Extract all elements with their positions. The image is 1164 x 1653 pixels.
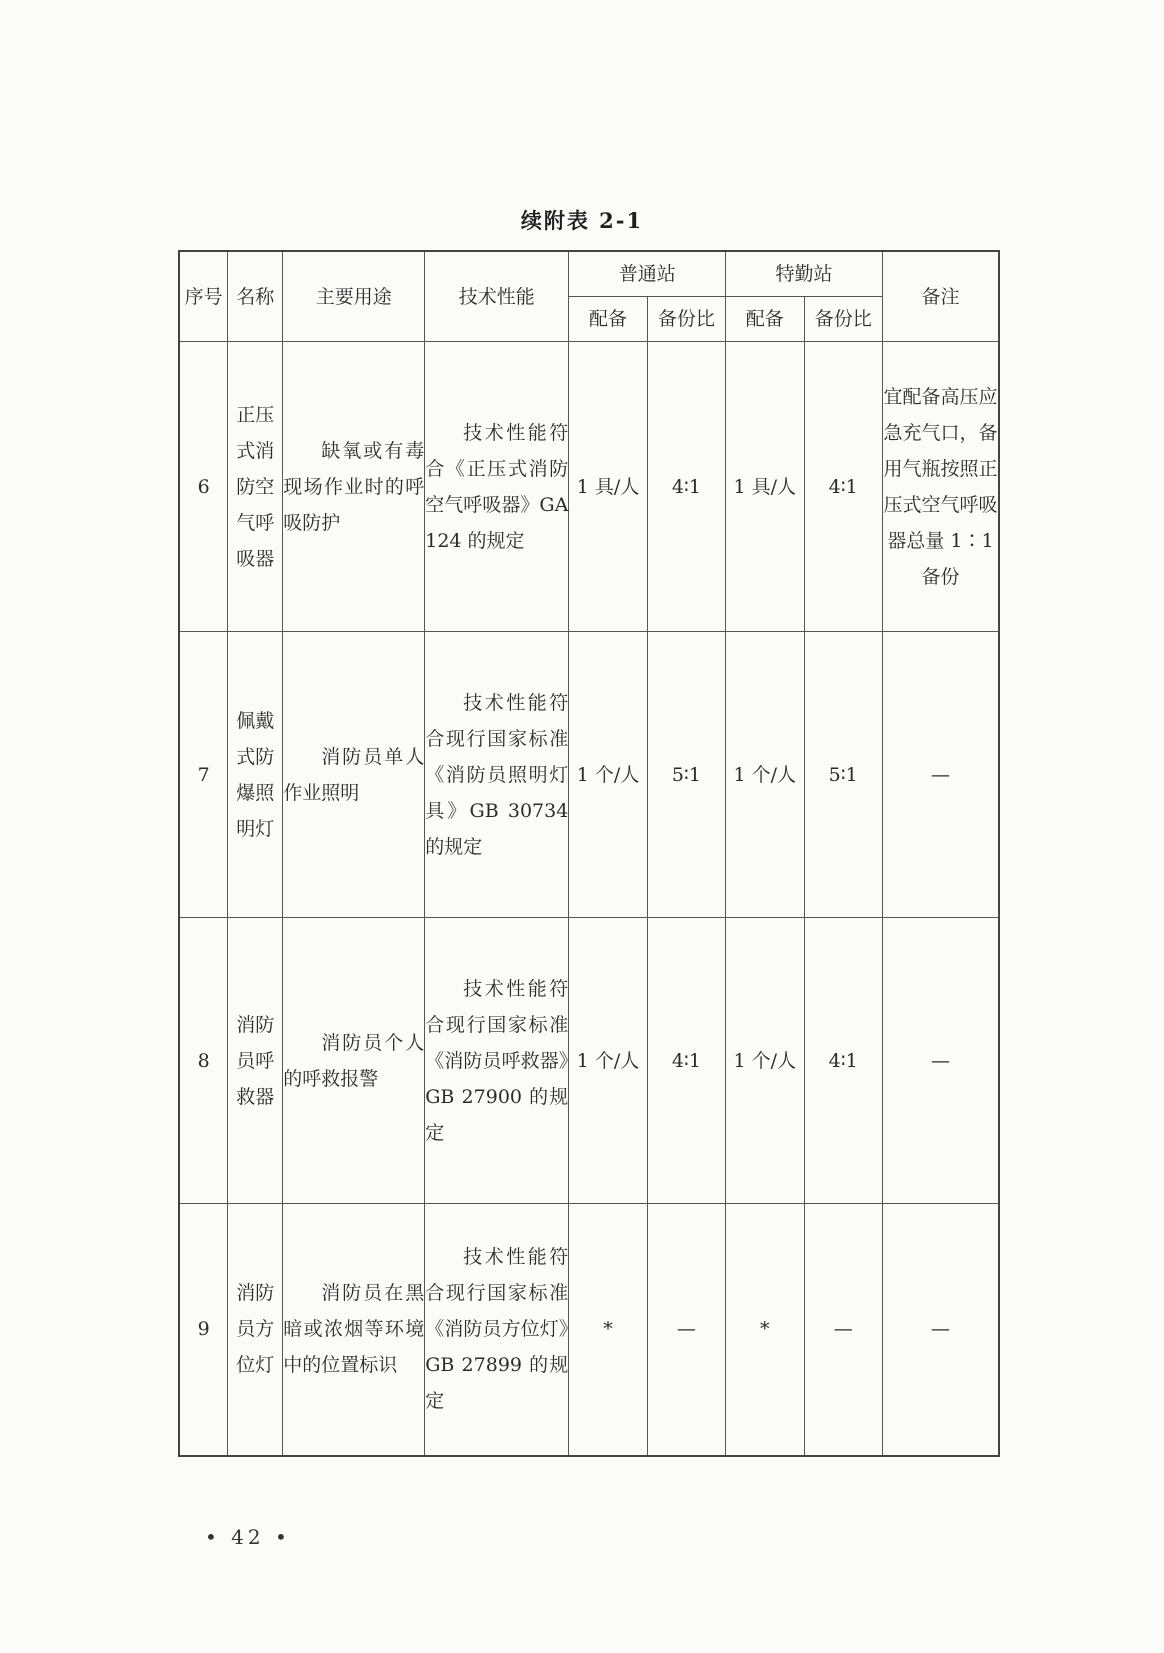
row-special-ratio: 4∶1	[804, 342, 882, 632]
row-seq: 7	[179, 632, 228, 918]
row-tech-text: 技术性能符合《正压式消防空气呼吸器》GA 124 的规定	[425, 421, 569, 552]
row-tech	[425, 342, 569, 632]
header-special-equip: 配备	[726, 297, 804, 342]
header-normal-equip: 配备	[569, 297, 647, 342]
row-normal-ratio: 4∶1	[647, 918, 725, 1204]
row-seq: 6	[179, 342, 228, 632]
row-normal-equip: 1 个/人	[569, 632, 647, 918]
header-special-station: 特勤站	[726, 251, 883, 297]
table-row	[179, 918, 999, 1204]
row-normal-equip: *	[569, 1204, 647, 1456]
row-normal-equip: 1 个/人	[569, 918, 647, 1204]
row-remark: —	[882, 1204, 999, 1456]
table-row	[179, 632, 999, 918]
row-tech-text: 技术性能符合现行国家标准《消防员方位灯》GB 27899 的规定	[425, 1246, 569, 1413]
row-special-equip: 1 具/人	[726, 342, 804, 632]
header-purpose: 主要用途	[283, 251, 425, 342]
row-normal-ratio: 5∶1	[647, 632, 725, 918]
row-special-ratio: 5∶1	[804, 632, 882, 918]
header-name: 名称	[228, 251, 283, 342]
page-number: • 42 •	[205, 1525, 291, 1549]
table-row	[179, 1204, 999, 1456]
row-purpose	[283, 632, 425, 918]
header-special-ratio: 备份比	[804, 297, 882, 342]
row-remark-text: 宜配备高压应急充气口，备用气瓶按照正压式空气呼吸器总量 1∶1 备份	[883, 385, 998, 588]
row-seq: 8	[179, 918, 228, 1204]
header-tech: 技术性能	[425, 251, 569, 342]
row-special-equip: 1 个/人	[726, 632, 804, 918]
header-normal-station: 普通站	[569, 251, 726, 297]
equipment-table	[178, 250, 1000, 1457]
row-special-equip: *	[726, 1204, 804, 1456]
row-purpose-text: 消防员在黑暗或浓烟等环境中的位置标识	[283, 1282, 425, 1377]
row-name: 佩戴式防爆照明灯	[228, 632, 283, 918]
row-purpose-text: 缺氧或有毒现场作业时的呼吸防护	[283, 439, 425, 534]
row-special-equip: 1 个/人	[726, 918, 804, 1204]
row-purpose	[283, 918, 425, 1204]
row-normal-ratio: 4∶1	[647, 342, 725, 632]
row-remark	[882, 342, 999, 632]
row-normal-equip: 1 具/人	[569, 342, 647, 632]
header-normal-ratio: 备份比	[647, 297, 725, 342]
row-normal-ratio: —	[647, 1204, 725, 1456]
row-tech-text: 技术性能符合现行国家标准《消防员照明灯具》GB 30734 的规定	[425, 691, 569, 858]
row-tech	[425, 918, 569, 1204]
row-purpose	[283, 1204, 425, 1456]
header-remark: 备注	[882, 251, 999, 342]
row-tech	[425, 632, 569, 918]
row-special-ratio: —	[804, 1204, 882, 1456]
row-name: 消防员呼救器	[228, 918, 283, 1204]
header-seq: 序号	[179, 251, 228, 342]
row-tech-text: 技术性能符合现行国家标准《消防员呼救器》GB 27900 的规定	[425, 977, 569, 1144]
row-name: 消防员方位灯	[228, 1204, 283, 1456]
row-tech	[425, 1204, 569, 1456]
row-seq: 9	[179, 1204, 228, 1456]
row-purpose-text: 消防员个人的呼救报警	[283, 1031, 425, 1090]
table-caption: 续附表 2-1	[520, 208, 644, 233]
table-row	[179, 342, 999, 632]
row-remark: —	[882, 632, 999, 918]
row-remark: —	[882, 918, 999, 1204]
row-purpose	[283, 342, 425, 632]
row-name: 正压式消防空气呼吸器	[228, 342, 283, 632]
row-purpose-text: 消防员单人作业照明	[283, 745, 425, 804]
row-special-ratio: 4∶1	[804, 918, 882, 1204]
